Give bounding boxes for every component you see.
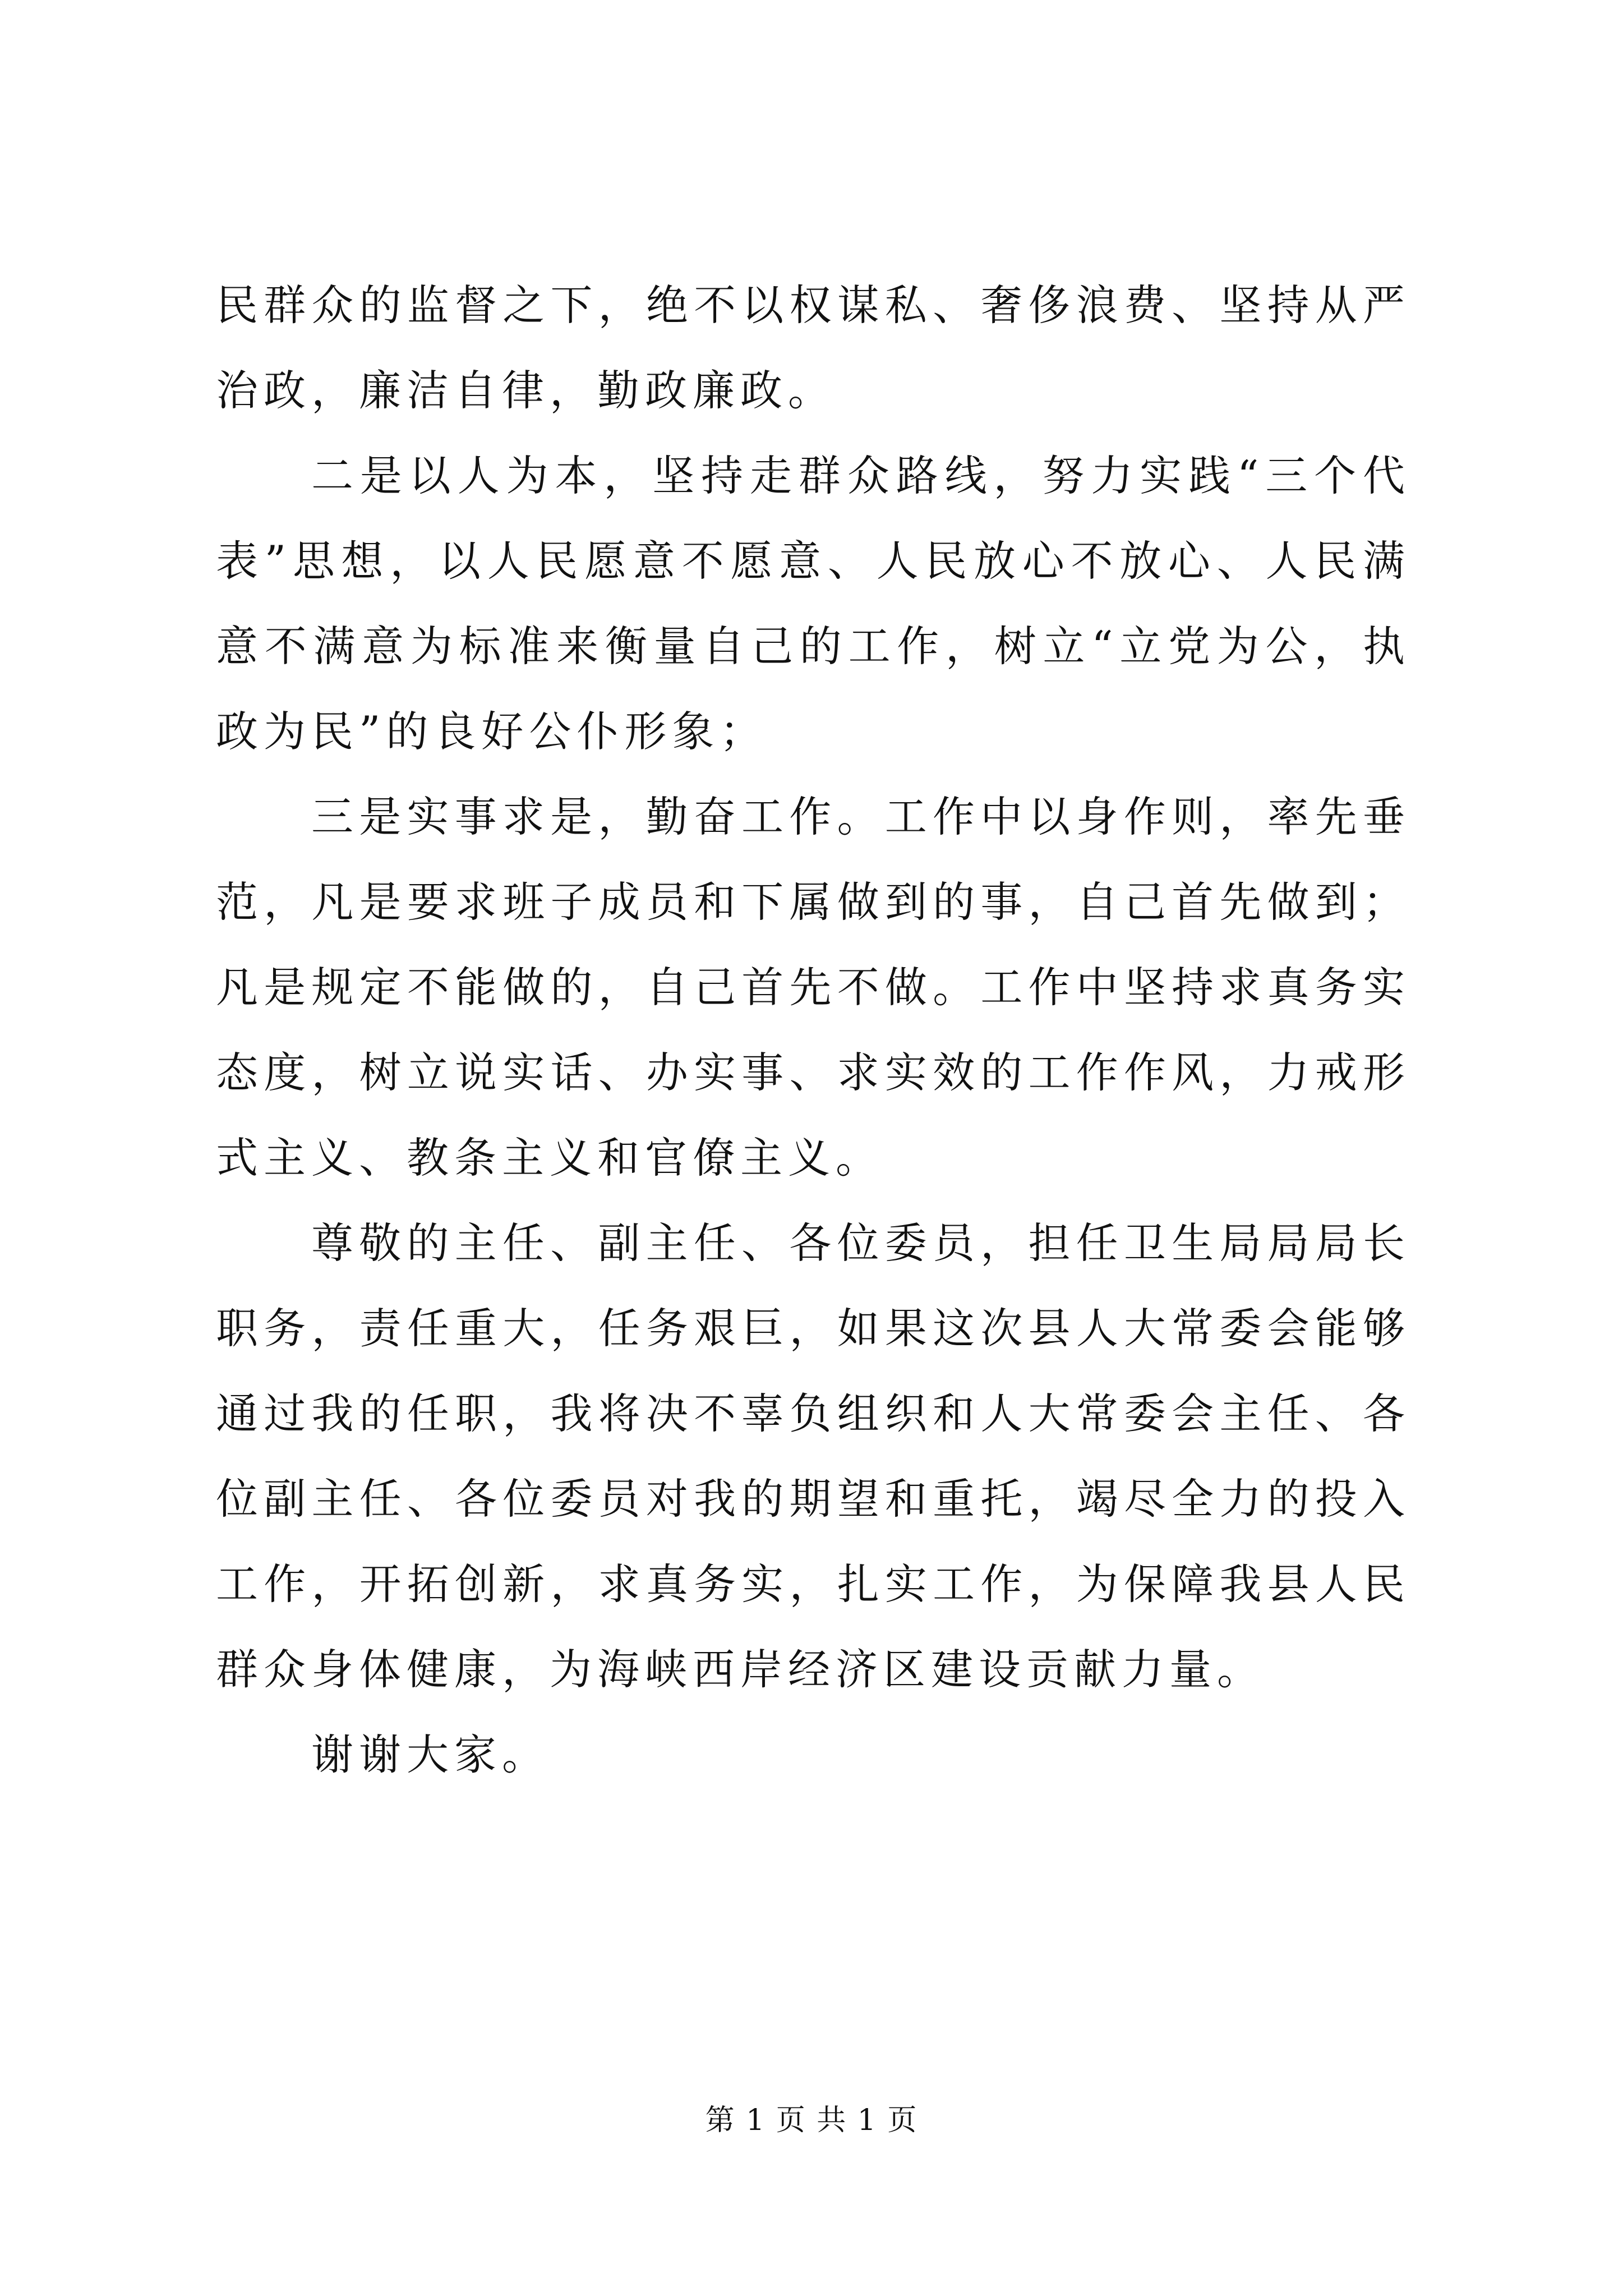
page-number-footer: 第 1 页 共 1 页 <box>705 2104 918 2137</box>
document-body <box>216 263 1410 1797</box>
paragraph-point-two: 二是以人为本，坚持走群众路线，努力实践“三个代表”思想，以人民愿意不愿意、人民放心不放心、人民满意不满意为标准来衡量自己的工作，树立“立党为公，执政为民”的良好公仆形象； <box>216 451 1410 756</box>
paragraph-point-three: 三是实事求是，勤奋工作。工作中以身作则，率先垂范，凡是要求班子成员和下属做到的事，自己首先做到；凡是规定不能做的，自己首先不做。工作中坚持求真务实态度，树立说实话、办实事、求实效的工作作风，力戒形式主义、教条主义和官僚主义。 <box>216 792 1410 1182</box>
paragraph-closing-pledge: 尊敬的主任、副主任、各位委员，担任卫生局局局长职务，责任重大，任务艰巨，如果这次县人大常委会能够通过我的任职，我将决不辜负组织和人大常委会主任、各位副主任、各位委员对我的期望和重托，竭尽全力的投入工作，开拓创新，求真务实，扎实工作，为保障我县人民群众身体健康，为海峡西岸经济区建设贡献力量。 <box>216 1218 1410 1694</box>
paragraph-thanks: 谢谢大家。 <box>311 1730 550 1779</box>
paragraph-continuation: 民群众的监督之下，绝不以权谋私、奢侈浪费、坚持从严治政，廉洁自律，勤政廉政。 <box>216 280 1410 415</box>
